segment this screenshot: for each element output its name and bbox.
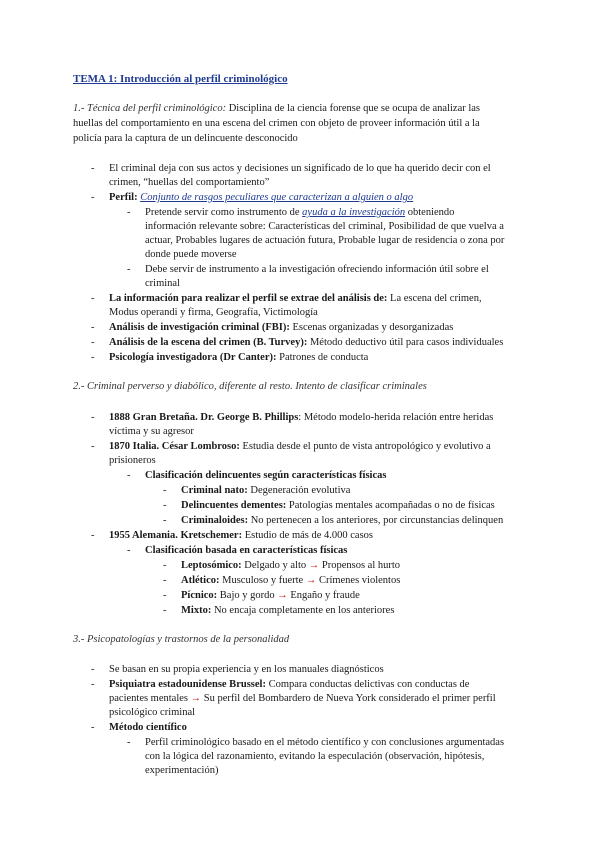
s1-bullet-6: Psicología investigadora (Dr Canter): Patrones de conducta bbox=[109, 352, 369, 363]
s3-subbullet-line-1: Perfil criminológico basado en el método científico y con conclusiones argumentadas bbox=[145, 737, 505, 748]
section-3-heading: 3.- Psicopatologías y trastornos de la personalidad bbox=[73, 634, 290, 645]
bullet-dash: - bbox=[91, 722, 95, 733]
arrow-icon: → bbox=[190, 693, 202, 704]
s1-subbullet-2-line-1: Debe servir de instrumento a la investigación ofreciendo información útil sobre el bbox=[145, 264, 489, 275]
section-1-intro-line-1: 1.- Técnica del perfil criminológico: Disciplina de la ciencia forense que se ocupa de analizar las bbox=[73, 103, 481, 114]
bullet-dash: - bbox=[163, 560, 167, 571]
s1-bullet-1-line-1: El criminal deja con sus actos y decisiones un significado de lo que ha querido decir con el bbox=[109, 163, 491, 174]
s2-bullet-2-line-1: 1870 Italia. César Lombroso: Estudia desde el punto de vista antropológico y evolutivo a bbox=[109, 441, 491, 452]
bullet-dash: - bbox=[163, 590, 167, 601]
section-2-heading: 2.- Criminal perverso y diabólico, diferente al resto. Intento de clasificar criminales bbox=[73, 381, 427, 392]
section-1-heading: 1.- Técnica del perfil criminológico: bbox=[73, 103, 227, 114]
s2-bullet-3: 1955 Alemania. Kretschemer: Estudio de más de 4.000 casos bbox=[109, 530, 374, 541]
bullet-dash: - bbox=[91, 352, 95, 363]
bullet-dash: - bbox=[91, 441, 95, 452]
s2-bullet-1-line-2: víctima y su agresor bbox=[109, 426, 194, 437]
s2-picnico: Pícnico: Bajo y gordo → Engaño y fraude bbox=[181, 590, 360, 601]
s1-subbullet-1-line-2: información relevante sobre: Características del criminal, Posibilidad de que vuelva a bbox=[145, 221, 504, 232]
arrow-icon: → bbox=[277, 590, 288, 601]
s1-subbullet-1-line-4: donde puede moverse bbox=[145, 249, 237, 260]
bullet-dash: - bbox=[163, 500, 167, 511]
s1-bullet-5: Análisis de la escena del crimen (B. Turvey): Método deductivo útil para casos individuales bbox=[109, 337, 504, 348]
s2-classification-1: Clasificación delincuentes según características físicas bbox=[145, 470, 387, 481]
bullet-dash: - bbox=[163, 515, 167, 526]
s3-bullet-2-line-2: pacientes mentales → Su perfil del Bombardero de Nueva York considerado el primer perfil bbox=[109, 693, 496, 704]
arrow-icon: → bbox=[305, 575, 317, 586]
s1-bullet-3-line-1: La información para realizar el perfil se extrae del análisis de: La escena del crimen, bbox=[109, 293, 482, 304]
s3-subbullet-line-3: experimentación) bbox=[145, 765, 219, 776]
s1-bullet-3-line-2: Modus operandi y firma, Geografía, Victimología bbox=[109, 307, 318, 318]
s2-criminal-nato: Criminal nato: Degeneración evolutiva bbox=[181, 485, 351, 496]
bullet-dash: - bbox=[91, 530, 95, 541]
arrow-icon: → bbox=[308, 560, 320, 571]
s1-subbullet-1-line-1: Pretende servir como instrumento de ayuda a la investigación obteniendo bbox=[145, 207, 455, 218]
bullet-dash: - bbox=[127, 470, 131, 481]
bullet-dash: - bbox=[127, 737, 131, 748]
s1-subbullet-1-line-3: actuar, Probables lugares de actuación futura, Probable lugar de residencia o zona por bbox=[145, 235, 505, 246]
perfil-definition-link[interactable]: Conjunto de rasgos peculiares que caracterizan a alguien o algo bbox=[140, 192, 414, 203]
s3-bullet-2-line-3: psicológico criminal bbox=[109, 707, 196, 718]
bullet-dash: - bbox=[91, 293, 95, 304]
s2-delincuentes-dementes: Delincuentes dementes: Patologías mentales acompañadas o no de físicas bbox=[181, 500, 495, 511]
s1-bullet-1-line-2: crimen, “huellas del comportamiento” bbox=[109, 177, 270, 188]
s2-bullet-1-line-1: 1888 Gran Bretaña. Dr. George B. Phillips: Método modelo-herida relación entre heridas bbox=[109, 412, 494, 423]
s1-subbullet-2-line-2: criminal bbox=[145, 278, 180, 289]
bullet-dash: - bbox=[163, 605, 167, 616]
bullet-dash: - bbox=[91, 337, 95, 348]
bullet-dash: - bbox=[127, 264, 131, 275]
s3-subbullet-line-2: con la lógica del razonamiento, evitando la especulación (observación, hipótesis, bbox=[145, 751, 485, 762]
bullet-dash: - bbox=[91, 322, 95, 333]
bullet-dash: - bbox=[91, 412, 95, 423]
bullet-dash: - bbox=[127, 207, 131, 218]
bullet-dash: - bbox=[91, 192, 95, 203]
s2-atletico: Atlético: Musculoso y fuerte → Crímenes violentos bbox=[181, 575, 401, 586]
bullet-dash: - bbox=[91, 664, 95, 675]
section-1-intro-line-2: huellas del comportamiento en una escena del crimen con objeto de proveer información útil a la bbox=[73, 118, 480, 129]
bullet-dash: - bbox=[91, 163, 95, 174]
s1-bullet-perfil: Perfil: Conjunto de rasgos peculiares que caracterizan a alguien o algo bbox=[109, 192, 414, 203]
bullet-dash: - bbox=[91, 679, 95, 690]
bullet-dash: - bbox=[163, 575, 167, 586]
s2-leptosomico: Leptosómico: Delgado y alto → Propensos al hurto bbox=[181, 560, 401, 571]
section-1-intro-line-3: policía para la captura de un delincuente desconocido bbox=[73, 133, 298, 144]
bullet-dash: - bbox=[163, 485, 167, 496]
s3-bullet-2-line-1: Psiquiatra estadounidense Brussel: Compara conductas delictivas con conductas de bbox=[109, 679, 470, 690]
s2-mixto: Mixto: No encaja completamente en los anteriores bbox=[181, 605, 395, 616]
s3-bullet-1: Se basan en su propia experiencia y en los manuales diagnósticos bbox=[109, 664, 384, 675]
s1-bullet-4: Análisis de investigación criminal (FBI): Escenas organizadas y desorganizadas bbox=[109, 322, 454, 333]
bullet-dash: - bbox=[127, 545, 131, 556]
s3-bullet-3: Método científico bbox=[109, 722, 187, 733]
s2-bullet-2-line-2: prisioneros bbox=[109, 455, 156, 466]
ayuda-investigacion-link[interactable]: ayuda a la investigación bbox=[302, 207, 406, 218]
s2-classification-2: Clasificación basada en características físicas bbox=[145, 545, 348, 556]
page-title: TEMA 1: Introducción al perfil criminológico bbox=[73, 73, 288, 85]
s2-criminaloides: Criminaloides: No pertenecen a los anteriores, por circunstancias delinquen bbox=[181, 515, 504, 526]
